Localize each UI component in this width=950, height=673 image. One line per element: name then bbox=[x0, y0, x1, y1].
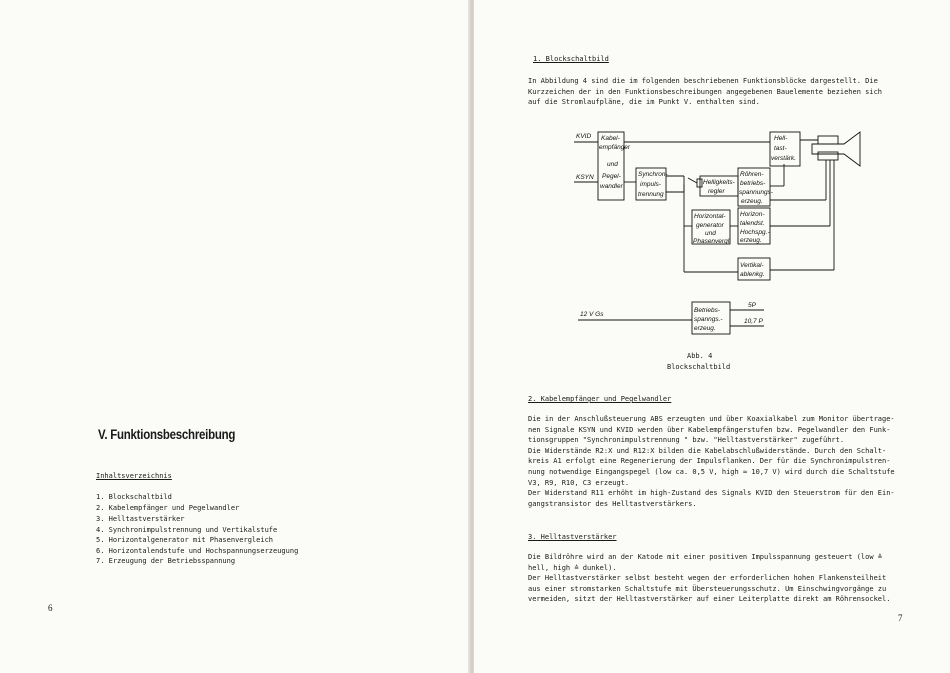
text-line: nen Signale KSYN und KVID werden über Kabelempfängerstufen bzw. Pegelwandler den Funk- bbox=[528, 425, 891, 434]
text-line: kreis A1 erfolgt eine Regenerierung der Impulsflanken. Der für die Synchronimpulstren- bbox=[528, 457, 891, 466]
label-kabel1: Kabel- bbox=[601, 135, 620, 142]
sec3-paragraph bbox=[528, 552, 910, 605]
text-line: hell, high ≙ dunkel). bbox=[528, 563, 617, 572]
text-line: nung notwendige Eingangspegel (low ca. 0,5 V, high ≈ 10,7 V) wird durch die Schaltstufe bbox=[528, 467, 895, 476]
label-roehren4: erzeug. bbox=[741, 198, 763, 205]
toc-item: 6. Horizontalendstufe und Hochspannungserzeugung bbox=[96, 547, 299, 555]
label-hell2: regler bbox=[708, 188, 725, 195]
label-hend3: Hochspg.- bbox=[740, 229, 770, 236]
text-line: Die Bildröhre wird an der Katode mit einer positiven Impulsspannung gesteuert (low ≙ bbox=[528, 553, 883, 561]
text-line: gangstransistor des Helltastverstärkers. bbox=[528, 499, 697, 508]
toc-heading: Inhaltsverzeichnis bbox=[96, 472, 172, 480]
sec3-heading: 3. Helltastverstärker bbox=[528, 533, 617, 541]
label-sync3: trennung bbox=[638, 191, 664, 198]
toc-item: 7. Erzeugung der Betriebsspannung bbox=[96, 557, 236, 565]
page-number-left: 6 bbox=[48, 603, 53, 613]
label-vert1: Vertikal- bbox=[740, 262, 764, 269]
label-helltast2: tast- bbox=[774, 145, 787, 152]
label-kabel2: empfänger bbox=[599, 144, 631, 151]
toc-item: 2. Kabelempfänger und Pegelwandler bbox=[96, 504, 240, 512]
text-line: tionsgruppen "Synchronimpulstrennung " bzw. "Helltastverstärker" zugeführt. bbox=[528, 436, 845, 445]
label-hgen1: Horizontal- bbox=[694, 213, 726, 220]
label-hend4: erzeug. bbox=[740, 237, 762, 244]
block-diagram bbox=[560, 126, 880, 336]
sec1-paragraph bbox=[528, 76, 910, 108]
label-betr1: Betriebs- bbox=[694, 307, 721, 314]
label-10-7p: 10,7 P bbox=[744, 318, 763, 325]
text-line: Die in der Anschlußsteuerung ABS erzeugten und über Koaxialkabel zum Monitor übertrage- bbox=[528, 415, 895, 423]
label-5p: 5P bbox=[748, 302, 756, 309]
label-helltast3: verstärk. bbox=[771, 155, 796, 162]
chapter-title: V. Funktionsbeschreibung bbox=[98, 426, 236, 442]
label-betr2: spanngs.- bbox=[694, 316, 723, 323]
label-kabel3: und bbox=[607, 161, 618, 168]
label-hell1: Helligkeits- bbox=[703, 179, 735, 186]
label-betr3: erzeug. bbox=[694, 325, 716, 332]
figure-caption-title: Blockschaltbild bbox=[667, 363, 731, 371]
figure-caption-number: Abb. 4 bbox=[687, 352, 713, 360]
label-hend1: Horizon- bbox=[740, 211, 765, 218]
left-page bbox=[0, 0, 470, 673]
label-roehren1: Röhren- bbox=[740, 171, 764, 178]
label-kvid: KVID bbox=[576, 133, 592, 140]
label-hgen3: und bbox=[705, 230, 716, 237]
label-kabel4: Pegel- bbox=[602, 173, 621, 180]
sec1-heading: 1. Blockschaltbild bbox=[533, 55, 609, 63]
text-line: Kurzzeichen der in den Funktionsbeschreibungen angegebenen Bauelemente beziehen sich bbox=[528, 87, 883, 96]
label-sync2: impuls- bbox=[640, 181, 661, 188]
label-kabel5: wandler bbox=[600, 183, 623, 190]
text-line: auf die Stromlaufpläne, die im Punkt V. enthalten sind. bbox=[528, 98, 760, 107]
text-line: In Abbildung 4 sind die im folgenden beschriebenen Funktionsblöcke dargestellt. Die bbox=[528, 77, 878, 85]
toc-item: 5. Horizontalgenerator mit Phasenvergleich bbox=[96, 536, 274, 544]
label-roehren2: betriebs- bbox=[740, 180, 766, 187]
label-vert2: ablenkg. bbox=[740, 271, 765, 278]
label-hgen4: Phasenvergl. bbox=[693, 238, 731, 245]
text-line: Der Helltastverstärker selbst besteht wegen der erforderlichen hohen Flankensteilheit bbox=[528, 574, 887, 583]
toc-item: 1. Blockschaltbild bbox=[96, 493, 172, 501]
text-line: V3, R9, R10, C3 erzeugt. bbox=[528, 478, 630, 487]
label-ksyn: KSYN bbox=[576, 174, 594, 181]
page-number-right: 7 bbox=[898, 613, 903, 623]
label-12v: 12 V Gs bbox=[580, 311, 604, 318]
sec2-heading-text: 2. Kabelempfänger und Pegelwandler bbox=[528, 395, 672, 403]
label-helltast1: Hell- bbox=[774, 135, 788, 142]
label-sync1: Synchron- bbox=[638, 171, 668, 178]
label-roehren3: spannungs- bbox=[739, 189, 773, 196]
text-line: Die Widerstände R2:X und R12:X bilden die Kabelabschlußwiderstände. Durch den Schalt- bbox=[528, 446, 887, 455]
sec2-heading bbox=[528, 394, 671, 405]
sec2-paragraph bbox=[528, 414, 910, 509]
label-hgen2: generator bbox=[696, 222, 724, 229]
text-line: aus einer stromstarken Schaltstufe mit Übersteuerungsschutz. Um Einschwingvorgänge zu bbox=[528, 584, 887, 593]
text-line: vermeiden, sitzt der Helltastverstärker auf einer Leiterplatte direkt am Röhrensockel. bbox=[528, 595, 891, 604]
toc-item: 3. Helltastverstärker bbox=[96, 515, 185, 523]
text-line: Der Widerstand R11 erhöht im high-Zustand des Signals KVID den Steuerstrom für den Ein- bbox=[528, 489, 895, 498]
label-hend2: talendst. bbox=[740, 220, 765, 227]
toc-item: 4. Synchronimpulstrennung und Vertikalstufe bbox=[96, 526, 278, 534]
